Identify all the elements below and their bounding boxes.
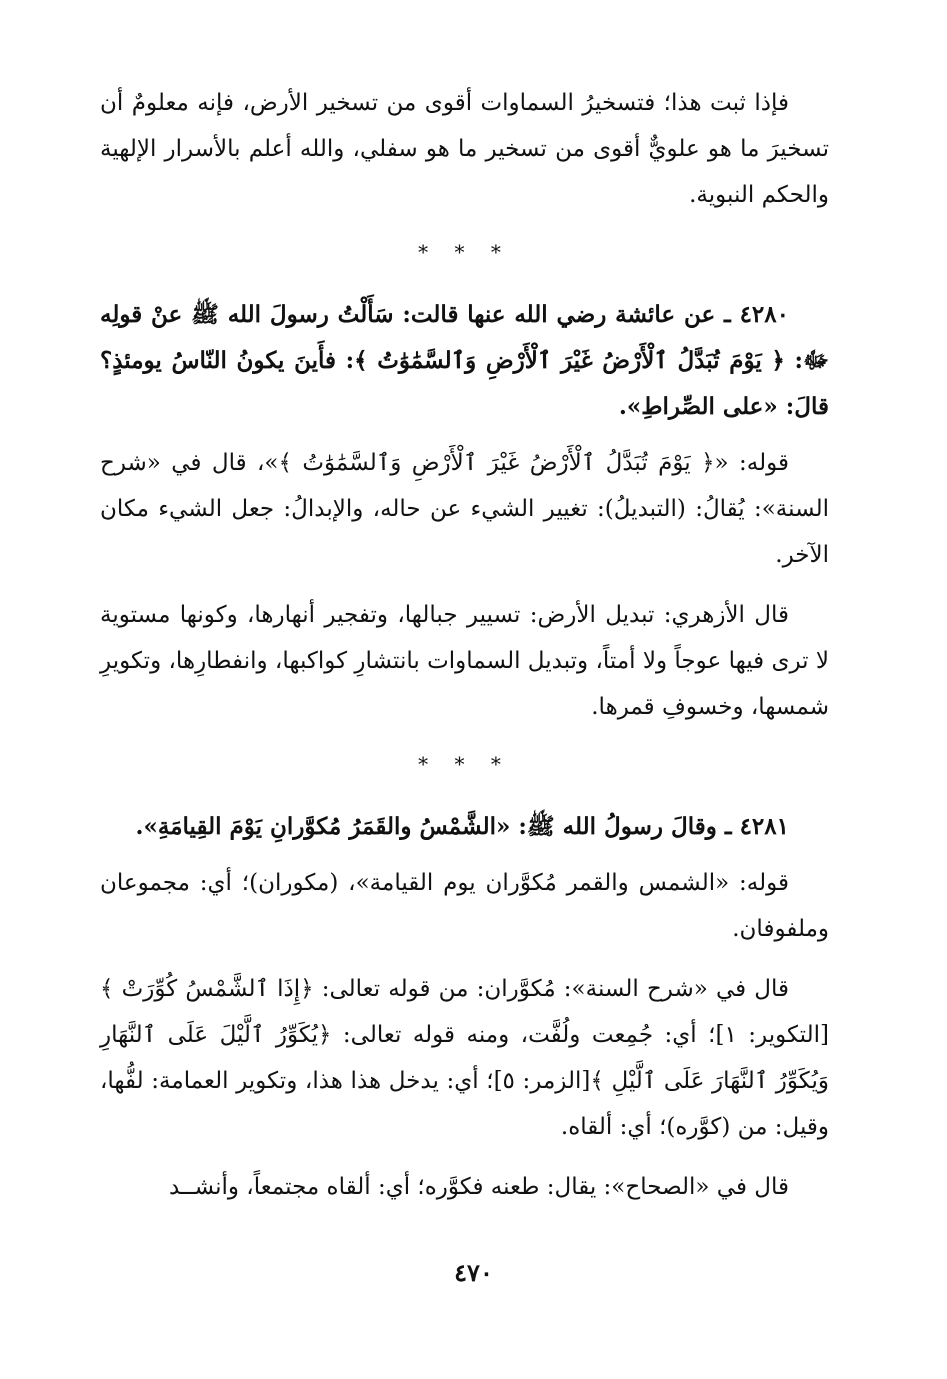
page-body	[100, 80, 829, 1224]
commentary-mukawwaran: قوله: «الشمس والقمر مُكوَّران يوم القيامة»، (مكوران)؛ أي: مجموعان وملفوفان.	[100, 870, 829, 942]
commentary-tabdil: قوله: «﴿ يَوْمَ تُبَدَّلُ ٱلْأَرْضُ غَيْرَ ٱلْأَرْضِ وَٱلسَّمَٰوَٰتُ ﴾»، قال في «شرح السنة»: يُقالُ: (التبديلُ): تغيير الشيء عن حاله، والإبدالُ: جعل الشيء مكان الآخر.	[100, 450, 829, 568]
paragraph-conclusion: فإذا ثبت هذا؛ فتسخيرُ السماوات أقوى من تسخير الأرض، فإنه معلومٌ أن تسخيرَ ما هو علويٌّ أقوى من تسخير ما هو سفلي، والله أعلم بالأسرار الإلهية والحكم النبوية.	[100, 90, 829, 208]
section-separator: * * *	[418, 240, 511, 264]
commentary-sharh-sunnah: قال في «شرح السنة»: مُكوَّران: من قوله تعالى: ﴿إِذَا ٱلشَّمْسُ كُوِّرَتْ ﴾ [التكوير: ١]؛ أي: جُمِعت ولُفَّت، ومنه قوله تعالى: ﴿يُكَوِّرُ ٱلَّيْلَ عَلَى ٱلنَّهَارِ وَيُكَوِّرُ ٱلنَّهَارَ عَلَى ٱلَّيْلِ ﴾[الزمر: ٥]؛ أي: يدخل هذا هذا، وتكوير العمامة: لفُّها، وقيل: من (كوَّره)؛ أي: ألقاه.	[100, 976, 829, 1140]
page-number: ٤٧٠	[454, 1258, 493, 1287]
commentary-azhari: قال الأزهري: تبديل الأرض: تسيير جبالها، وتفجير أنهارها، وكونها مستوية لا ترى فيها عوجاً ولا أمتاً، وتبديل السماوات بانتشارِ كواكبها، وانفطارِها، وتكويرِ شمسها، وخسوفِ قمرها.	[100, 602, 829, 720]
hadith-4280: ٤٢٨٠ ـ عن عائشة رضي الله عنها قالت: سَأَلْتُ رسولَ الله ﷺ عنْ قولِه ﷻ: ﴿ يَوْمَ تُبَدَّلُ ٱلْأَرْضُ غَيْرَ ٱلْأَرْضِ وَٱلسَّمَٰوَٰتُ ﴾: فأَينَ يكونُ النّاسُ يومئذٍ؟ قالَ: «على الصِّراطِ».	[100, 301, 829, 420]
section-separator: * * *	[418, 752, 511, 776]
commentary-sihah: قال في «الصحاح»: يقال: طعنه فكوَّره؛ أي: ألقاه مجتمعاً، وأنشــد	[169, 1174, 789, 1200]
hadith-4281: ٤٢٨١ ـ وقالَ رسولُ الله ﷺ: «الشَّمْسُ والقَمَرُ مُكوَّرانِ يَوْمَ القِيامَةِ».	[135, 813, 789, 840]
